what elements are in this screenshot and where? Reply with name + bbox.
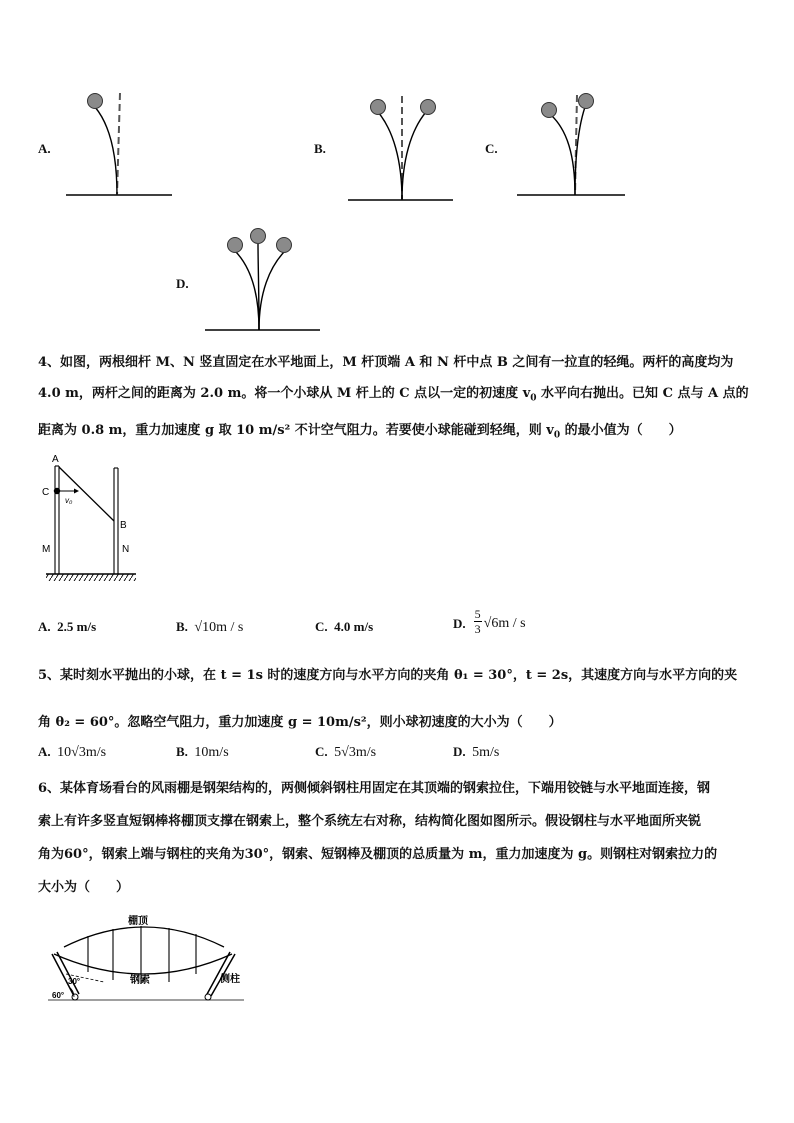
q5-stem	[38, 652, 756, 746]
q6-label-column: 侧柱	[220, 974, 240, 985]
q6-stem	[38, 772, 756, 904]
q5-option-c	[315, 744, 376, 761]
q6-line2: 索上有许多竖直短钢棒将棚顶支撑在钢索上，整个系统左右对称，结构简化图如图所示。假设钢柱与水平地面所夹锐	[38, 814, 702, 829]
q6-label-cable: 钢索	[130, 975, 150, 986]
q4-option-a-text: 2.5 m/s	[57, 619, 97, 634]
q4-option-b-text: √10m / s	[194, 620, 244, 635]
q6-label-angle60: 60°	[52, 991, 65, 1000]
q4-option-d	[453, 607, 526, 636]
q3-option-a-label: A.	[38, 141, 51, 156]
q4-label-n: N	[122, 544, 130, 555]
q5-option-c-text: 5√3m/s	[334, 745, 377, 760]
q5-option-d	[453, 744, 499, 761]
q5-option-b	[176, 744, 229, 761]
q5-option-d-text: 5m/s	[472, 745, 500, 760]
q3-option-c-label: C.	[485, 141, 498, 156]
q6-label-roof: 棚顶	[128, 916, 148, 927]
q4-stem-part3: 的最小值为（ ）	[560, 422, 682, 438]
q6-line4: 大小为（ ）	[38, 880, 130, 895]
q5-option-b-label: B.	[176, 744, 188, 759]
q4-stem-part1: 如图，两根细杆 M、N 竖直固定在水平地面上，M 杆顶端 A 和 N 杆中点 B 之间有一拉直的轻绳。两杆的高度均为 4.0 m，两杆之间的距离为 2.0 m。将一个小球从 M 杆上的 C 点以一定的初速度 v	[38, 355, 734, 401]
q4-stem-part2: 水平向右抛出。已知 C 点与 A 点的距离为 0.8 m，重力加速度 g 取 10 m/s² 不计空气阻力。若要使小球能碰到轻绳，则 v	[38, 386, 749, 438]
q5-option-d-label: D.	[453, 744, 466, 759]
q4-option-c-label: C.	[315, 619, 328, 634]
q3-option-d-label: D.	[176, 276, 189, 291]
q5-option-a-text: 10√3m/s	[57, 745, 107, 760]
q5-option-c-label: C.	[315, 744, 328, 759]
q4-label-c: C	[42, 487, 50, 498]
q4-option-c-text: 4.0 m/s	[334, 619, 374, 634]
q4-option-d-denominator: 3	[474, 622, 481, 636]
q4-option-c	[315, 619, 373, 635]
q6-figure	[44, 912, 254, 1008]
q5-line1: 某时刻水平抛出的小球，在 t = 1s 时的速度方向与水平方向的夹角 θ₁ = 30°，t = 2s，其速度方向与水平方向的夹	[60, 668, 738, 683]
q4-option-d-text: √6m / s	[483, 615, 526, 631]
q6-line1: 某体育场看台的风雨棚是钢架结构的，两侧倾斜钢柱用固定在其顶端的钢索拉住，下端用铰链与水平地面连接，钢	[60, 781, 711, 796]
q3-option-a-figure	[60, 85, 180, 200]
q6-label-angle30: 30°	[68, 977, 81, 986]
q4-label-b: B	[120, 520, 127, 531]
q4-stem	[38, 347, 756, 451]
q4-option-d-label: D.	[453, 615, 466, 631]
q3-option-b-figure	[345, 90, 460, 205]
q5-option-a-label: A.	[38, 744, 51, 759]
q5-line2: 角 θ₂ = 60°。忽略空气阻力，重力加速度 g = 10m/s²，则小球初速度的大小为（ ）	[38, 715, 562, 730]
q3-option-b-label: B.	[314, 141, 326, 156]
q5-option-b-text: 10m/s	[194, 745, 229, 760]
q5-option-a	[38, 744, 106, 761]
q4-number: 4、	[38, 355, 61, 370]
q3-option-c-figure	[515, 85, 630, 200]
q4-option-b	[176, 619, 243, 636]
q4-label-v0: v₀	[65, 496, 73, 505]
q4-option-a	[38, 619, 96, 635]
q6-number: 6、	[38, 781, 61, 796]
q4-option-b-label: B.	[176, 619, 188, 634]
q4-option-d-numerator: 5	[474, 607, 481, 621]
q4-v0-subscript-2: 0	[553, 430, 561, 441]
q4-option-d-fraction	[474, 607, 482, 636]
q3-option-d-figure	[202, 222, 322, 337]
q4-v0-subscript: 0	[530, 393, 537, 404]
q5-number: 5、	[38, 668, 61, 683]
q4-label-a: A	[52, 454, 59, 465]
q4-option-a-label: A.	[38, 619, 51, 634]
q4-label-m: M	[42, 544, 51, 555]
q6-line3: 角为60°，钢索上端与钢柱的夹角为30°，钢索、短钢棒及棚顶的总质量为 m，重力加速度为 g。则钢柱对钢索拉力的	[38, 847, 718, 862]
q4-figure	[36, 450, 146, 585]
